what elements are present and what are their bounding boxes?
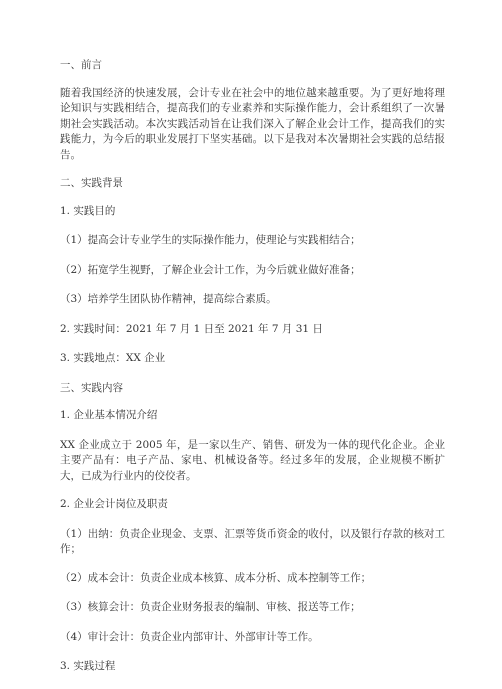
position-item-audit: （4）审计会计：负责企业内部审计、外部审计等工作。 — [60, 630, 319, 643]
subheading-company-intro: 1. 企业基本情况介绍 — [60, 409, 158, 421]
preface-paragraph: 随着我国经济的快速发展，会计专业在社会中的地位越来越重要。为了更好地将理论知识与实践相结合，提高我们的专业素养和实际操作能力，会计系组织了一次暑期社会实践活动。本次实践活动旨在让我们深入了解企业会计工作，提高我们的实践能力，为今后的职业发展打下坚实基础。以下是我对本次暑期社会实践的总结报告。 — [60, 86, 445, 161]
position-item-cashier: （1）出纳：负责企业现金、支票、汇票等货币资金的收付，以及银行存款的核对工作； — [60, 527, 445, 555]
document-page — [60, 58, 445, 689]
subheading-positions: 2. 企业会计岗位及职责 — [60, 498, 168, 510]
purpose-item-1: （1）提高会计专业学生的实际操作能力，使理论与实践相结合； — [60, 234, 361, 246]
company-intro-paragraph: XX 企业成立于 2005 年，是一家以生产、销售、研发为一体的现代化企业。企业主要产品有：电子产品、家电、机械设备等。经过多年的发展，企业规模不断扩大，已成为行业内的佼佼者。 — [60, 438, 445, 482]
purpose-item-2: （2）拓宽学生视野，了解企业会计工作，为今后就业做好准备； — [60, 263, 361, 276]
purpose-item-3: （3）培养学生团队协作精神，提高综合素质。 — [60, 293, 277, 305]
subheading-purpose: 1. 实践目的 — [60, 204, 116, 217]
position-item-cost-accountant: （2）成本会计：负责企业成本核算、成本分析、成本控制等工作； — [60, 571, 372, 584]
subheading-process: 3. 实践过程 — [60, 660, 116, 672]
section-heading-background: 二、实践背景 — [60, 177, 123, 189]
section-heading-preface: 一、前言 — [60, 59, 102, 71]
position-item-accounting: （3）核算会计：负责企业财务报表的编制、审核、报送等工作； — [60, 601, 361, 613]
section-heading-content: 三、实践内容 — [60, 381, 123, 394]
practice-time: 2. 实践时间：2021 年 7 月 1 日至 2021 年 7 月 31 日 — [60, 322, 323, 335]
practice-location: 3. 实践地点：XX 企业 — [60, 352, 166, 364]
